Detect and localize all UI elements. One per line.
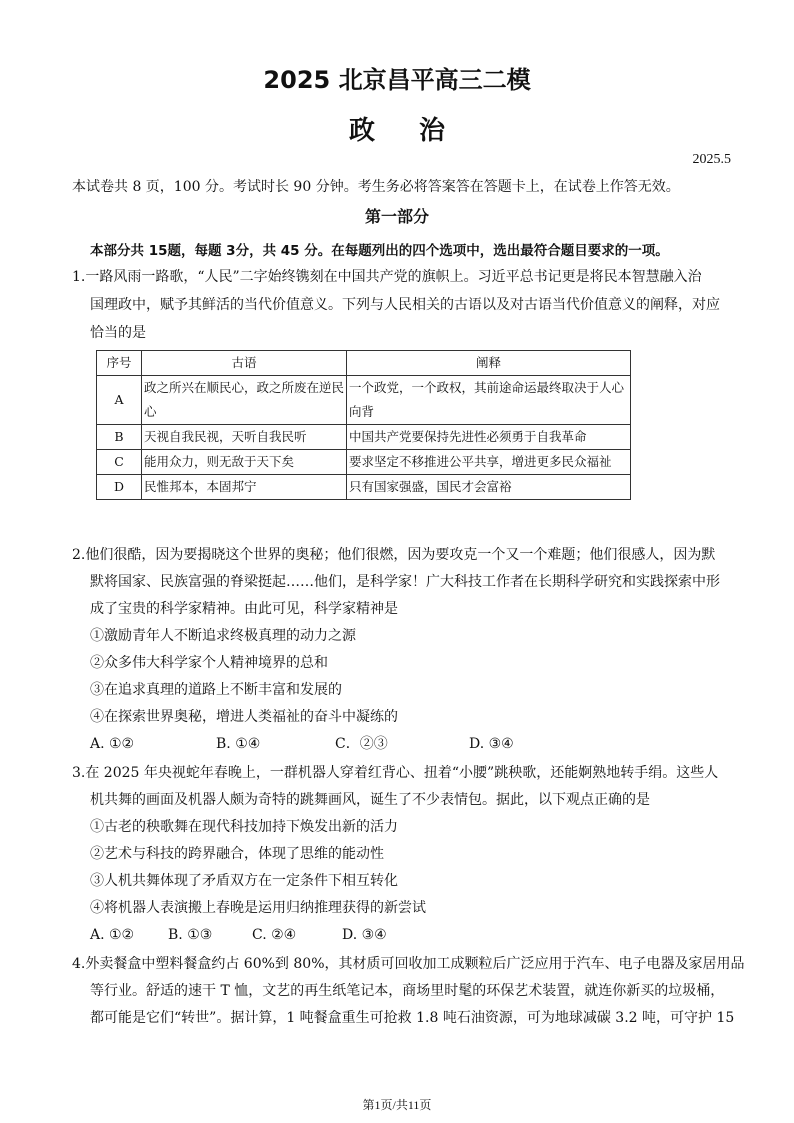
page-number: 第1页/共11页 [362, 1098, 432, 1112]
table-header-row [97, 351, 631, 376]
row-note: 要求坚定不移推进公平共享，增进更多民众福祉 [347, 450, 631, 475]
q2-option-c: C．②③ [335, 736, 388, 752]
table-row [97, 425, 631, 450]
q3-option-d: D. ③④ [342, 927, 387, 943]
row-note: 只有国家强盛，国民才会富裕 [347, 475, 631, 500]
subject-char-1: 政 [348, 116, 375, 146]
subject-title [0, 110, 794, 147]
q3-option-c: C. ②④ [252, 927, 297, 943]
table-header-quote: 古语 [142, 351, 347, 376]
q3-item: ④将机器人表演搬上春晚是运用归纳推理获得的新尝试 [90, 900, 426, 916]
q2-item: ④在探索世界奥秘，增进人类福祉的奋斗中凝练的 [90, 709, 398, 725]
row-quote: 天视自我民视，天听自我民听 [142, 425, 347, 450]
q2-options [90, 731, 514, 758]
table-row [97, 450, 631, 475]
q4-stem-line: 等行业。舒适的速干 T 恤，文艺的再生纸笔记本，商场里时髦的环保艺术装置，就连你新买的垃圾桶， [90, 983, 725, 999]
row-quote: 民惟邦本，本固邦宁 [142, 475, 347, 500]
q2-item: ②众多伟大科学家个人精神境界的总和 [90, 655, 328, 671]
q3-options [90, 922, 387, 949]
q1-stem-line: 国理政中，赋予其鲜活的当代价值意义。下列与人民相关的古语以及对古语当代价值意义的阐释，对应 [90, 297, 720, 313]
table-header-note: 阐释 [347, 351, 631, 376]
subject-char-2: 治 [419, 116, 446, 146]
page-title: 2025 北京昌平高三二模 [263, 66, 531, 94]
table-row [97, 475, 631, 500]
row-quote: 政之所兴在顺民心，政之所废在逆民心 [142, 376, 347, 425]
q2-item: ③在追求真理的道路上不断丰富和发展的 [90, 682, 342, 698]
row-id: A [97, 376, 142, 425]
row-id: D [97, 475, 142, 500]
q2-option-d: D. ③④ [469, 736, 514, 752]
part-title: 第一部分 [364, 207, 429, 226]
q4-stem-line: 4.外卖餐盒中塑料餐盒约占 60%到 80%，其材质可回收加工成颗粒后广泛应用于汽车、电子电器及家居用品 [72, 956, 745, 972]
q1-stem-line: 1.一路风雨一路歌，“人民”二字始终镌刻在中国共产党的旗帜上。习近平总书记更是将民本智慧融入治 [72, 269, 702, 285]
q4-stem-line: 都可能是它们“转世”。据计算，1 吨餐盒重生可抢救 1.8 吨石油资源，可为地球减碳 3.2 吨，可守护 15 [90, 1010, 735, 1026]
row-note: 中国共产党要保持先进性必须勇于自我革命 [347, 425, 631, 450]
row-id: B [97, 425, 142, 450]
exam-intro: 本试卷共 8 页，100 分。考试时长 90 分钟。考生务必将答案答在答题卡上，在试卷上作答无效。 [72, 179, 680, 195]
q3-stem-line: 3.在 2025 年央视蛇年春晚上，一群机器人穿着红背心、扭着“小腰”跳秧歌，还能婀熟地转手绢。这些人 [72, 765, 719, 781]
q3-item: ②艺术与科技的跨界融合，体现了思维的能动性 [90, 846, 384, 862]
q3-stem-line: 机共舞的画面及机器人颇为奇特的跳舞画风，诞生了不少表情包。据此，以下观点正确的是 [90, 792, 650, 808]
part-description: 本部分共 15题，每题 3分，共 45 分。在每题列出的四个选项中，选出最符合题目要求的一项。 [90, 243, 669, 259]
exam-date: 2025.5 [692, 152, 731, 167]
q2-item: ①激励青年人不断追求终极真理的动力之源 [90, 628, 356, 644]
q3-item: ③人机共舞体现了矛盾双方在一定条件下相互转化 [90, 873, 398, 889]
q2-stem-line: 默将国家、民族富强的脊梁挺起……他们，是科学家！广大科技工作者在长期科学研究和实践探索中形 [90, 574, 720, 590]
q2-option-a: A. ①② [90, 736, 135, 752]
q2-stem-line: 成了宝贵的科学家精神。由此可见，科学家精神是 [90, 601, 398, 617]
q3-option-a: A. ①② [90, 927, 135, 943]
q3-item: ①古老的秧歌舞在现代科技加持下焕发出新的活力 [90, 819, 398, 835]
row-quote: 能用众力，则无敌于天下矣 [142, 450, 347, 475]
row-note: 一个政党，一个政权，其前途命运最终取决于人心向背 [347, 376, 631, 425]
table-header-id: 序号 [97, 351, 142, 376]
q2-option-b: B. ①④ [216, 736, 261, 752]
q2-stem-line: 2.他们很酷，因为要揭晓这个世界的奥秘；他们很燃，因为要攻克一个又一个难题；他们很感人，因为默 [72, 547, 716, 563]
row-id: C [97, 450, 142, 475]
q1-stem-line: 恰当的是 [90, 325, 146, 341]
q3-option-b: B. ①③ [168, 927, 213, 943]
q1-table [96, 350, 631, 500]
table-row [97, 376, 631, 425]
